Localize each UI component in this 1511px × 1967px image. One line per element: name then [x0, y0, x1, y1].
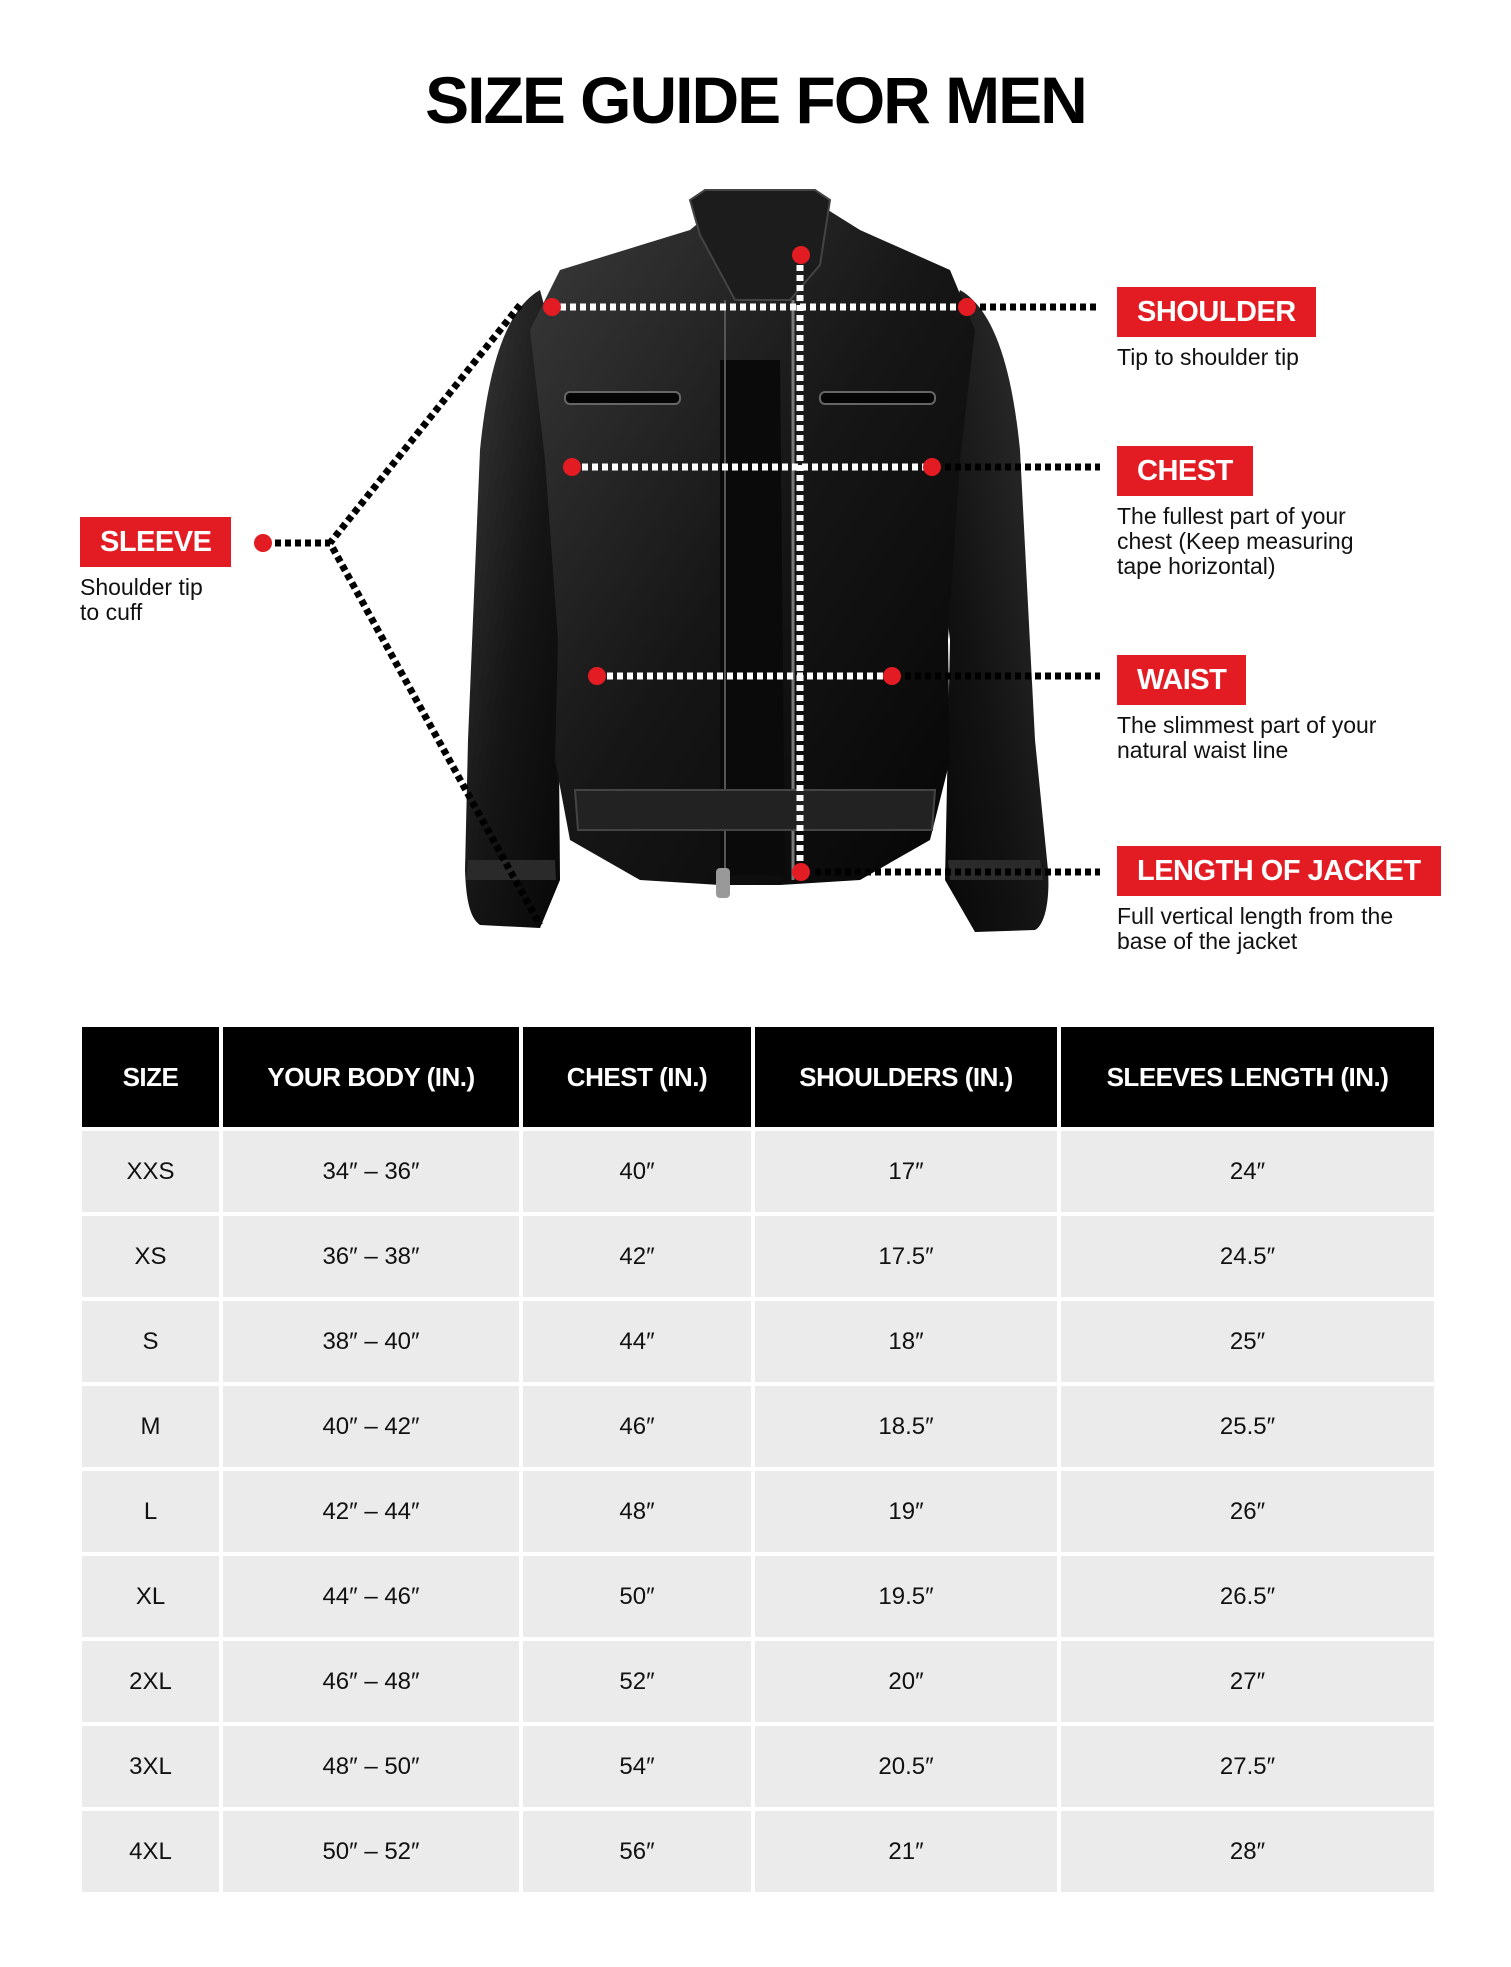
cell-your-body: 44″ – 46″	[223, 1552, 523, 1637]
column-header-chest: CHEST (IN.)	[523, 1027, 755, 1127]
cell-shoulders: 18″	[755, 1297, 1061, 1382]
shoulder-tag: SHOULDER	[1117, 287, 1316, 337]
cell-chest: 46″	[523, 1382, 755, 1467]
cell-your-body: 40″ – 42″	[223, 1382, 523, 1467]
waist-note: The slimmest part of your natural waist line	[1117, 712, 1377, 763]
cell-sleeves-length: 27.5″	[1061, 1722, 1434, 1807]
cell-sleeves-length: 25″	[1061, 1297, 1434, 1382]
cell-shoulders: 19″	[755, 1467, 1061, 1552]
cell-shoulders: 17.5″	[755, 1212, 1061, 1297]
cell-sleeves-length: 27″	[1061, 1637, 1434, 1722]
cell-shoulders: 21″	[755, 1807, 1061, 1892]
cell-chest: 40″	[523, 1127, 755, 1212]
table-row	[82, 1382, 1434, 1467]
column-header-shoulders: SHOULDERS (IN.)	[755, 1027, 1061, 1127]
cell-sleeves-length: 26.5″	[1061, 1552, 1434, 1637]
cell-size: 3XL	[82, 1722, 223, 1807]
cell-your-body: 36″ – 38″	[223, 1212, 523, 1297]
cell-size: XS	[82, 1212, 223, 1297]
table-row	[82, 1552, 1434, 1637]
column-header-size: SIZE	[82, 1027, 223, 1127]
cell-your-body: 50″ – 52″	[223, 1807, 523, 1892]
table-row	[82, 1127, 1434, 1212]
length-of-jacket-tag: LENGTH OF JACKET	[1117, 846, 1441, 896]
cell-size: XXS	[82, 1127, 223, 1212]
cell-your-body: 34″ – 36″	[223, 1127, 523, 1212]
table-row	[82, 1212, 1434, 1297]
cell-size: XL	[82, 1552, 223, 1637]
column-header-sleeves-length: SLEEVES LENGTH (IN.)	[1061, 1027, 1434, 1127]
sleeve-tag: SLEEVE	[80, 517, 231, 567]
cell-sleeves-length: 25.5″	[1061, 1382, 1434, 1467]
cell-chest: 48″	[523, 1467, 755, 1552]
cell-size: 2XL	[82, 1637, 223, 1722]
cell-chest: 56″	[523, 1807, 755, 1892]
cell-shoulders: 18.5″	[755, 1382, 1061, 1467]
page-title: SIZE GUIDE FOR MEN	[425, 63, 1086, 137]
cell-your-body: 48″ – 50″	[223, 1722, 523, 1807]
cell-shoulders: 20″	[755, 1637, 1061, 1722]
table-header-row	[82, 1027, 1434, 1127]
cell-size: 4XL	[82, 1807, 223, 1892]
cell-shoulders: 19.5″	[755, 1552, 1061, 1637]
cell-your-body: 38″ – 40″	[223, 1297, 523, 1382]
column-header-your-body: YOUR BODY (IN.)	[223, 1027, 523, 1127]
cell-shoulders: 17″	[755, 1127, 1061, 1212]
cell-your-body: 46″ – 48″	[223, 1637, 523, 1722]
cell-chest: 50″	[523, 1552, 755, 1637]
table-row	[82, 1467, 1434, 1552]
table-row	[82, 1807, 1434, 1892]
sleeve-note: Shoulder tip to cuff	[80, 574, 203, 625]
cell-sleeves-length: 24″	[1061, 1127, 1434, 1212]
cell-size: S	[82, 1297, 223, 1382]
waist-tag: WAIST	[1117, 655, 1246, 705]
table-row	[82, 1637, 1434, 1722]
cell-chest: 52″	[523, 1637, 755, 1722]
chest-tag: CHEST	[1117, 446, 1253, 496]
table-row	[82, 1722, 1434, 1807]
cell-chest: 42″	[523, 1212, 755, 1297]
cell-shoulders: 20.5″	[755, 1722, 1061, 1807]
cell-your-body: 42″ – 44″	[223, 1467, 523, 1552]
cell-chest: 54″	[523, 1722, 755, 1807]
table-row	[82, 1297, 1434, 1382]
shoulder-note: Tip to shoulder tip	[1117, 344, 1299, 370]
chest-note: The fullest part of your chest (Keep measuring tape horizontal)	[1117, 503, 1354, 579]
cell-sleeves-length: 28″	[1061, 1807, 1434, 1892]
length-of-jacket-note: Full vertical length from the base of the jacket	[1117, 903, 1394, 954]
size-table	[82, 1027, 1434, 1892]
jacket-measurement-diagram	[0, 0, 1511, 960]
cell-size: L	[82, 1467, 223, 1552]
cell-sleeves-length: 26″	[1061, 1467, 1434, 1552]
cell-size: M	[82, 1382, 223, 1467]
cell-chest: 44″	[523, 1297, 755, 1382]
cell-sleeves-length: 24.5″	[1061, 1212, 1434, 1297]
